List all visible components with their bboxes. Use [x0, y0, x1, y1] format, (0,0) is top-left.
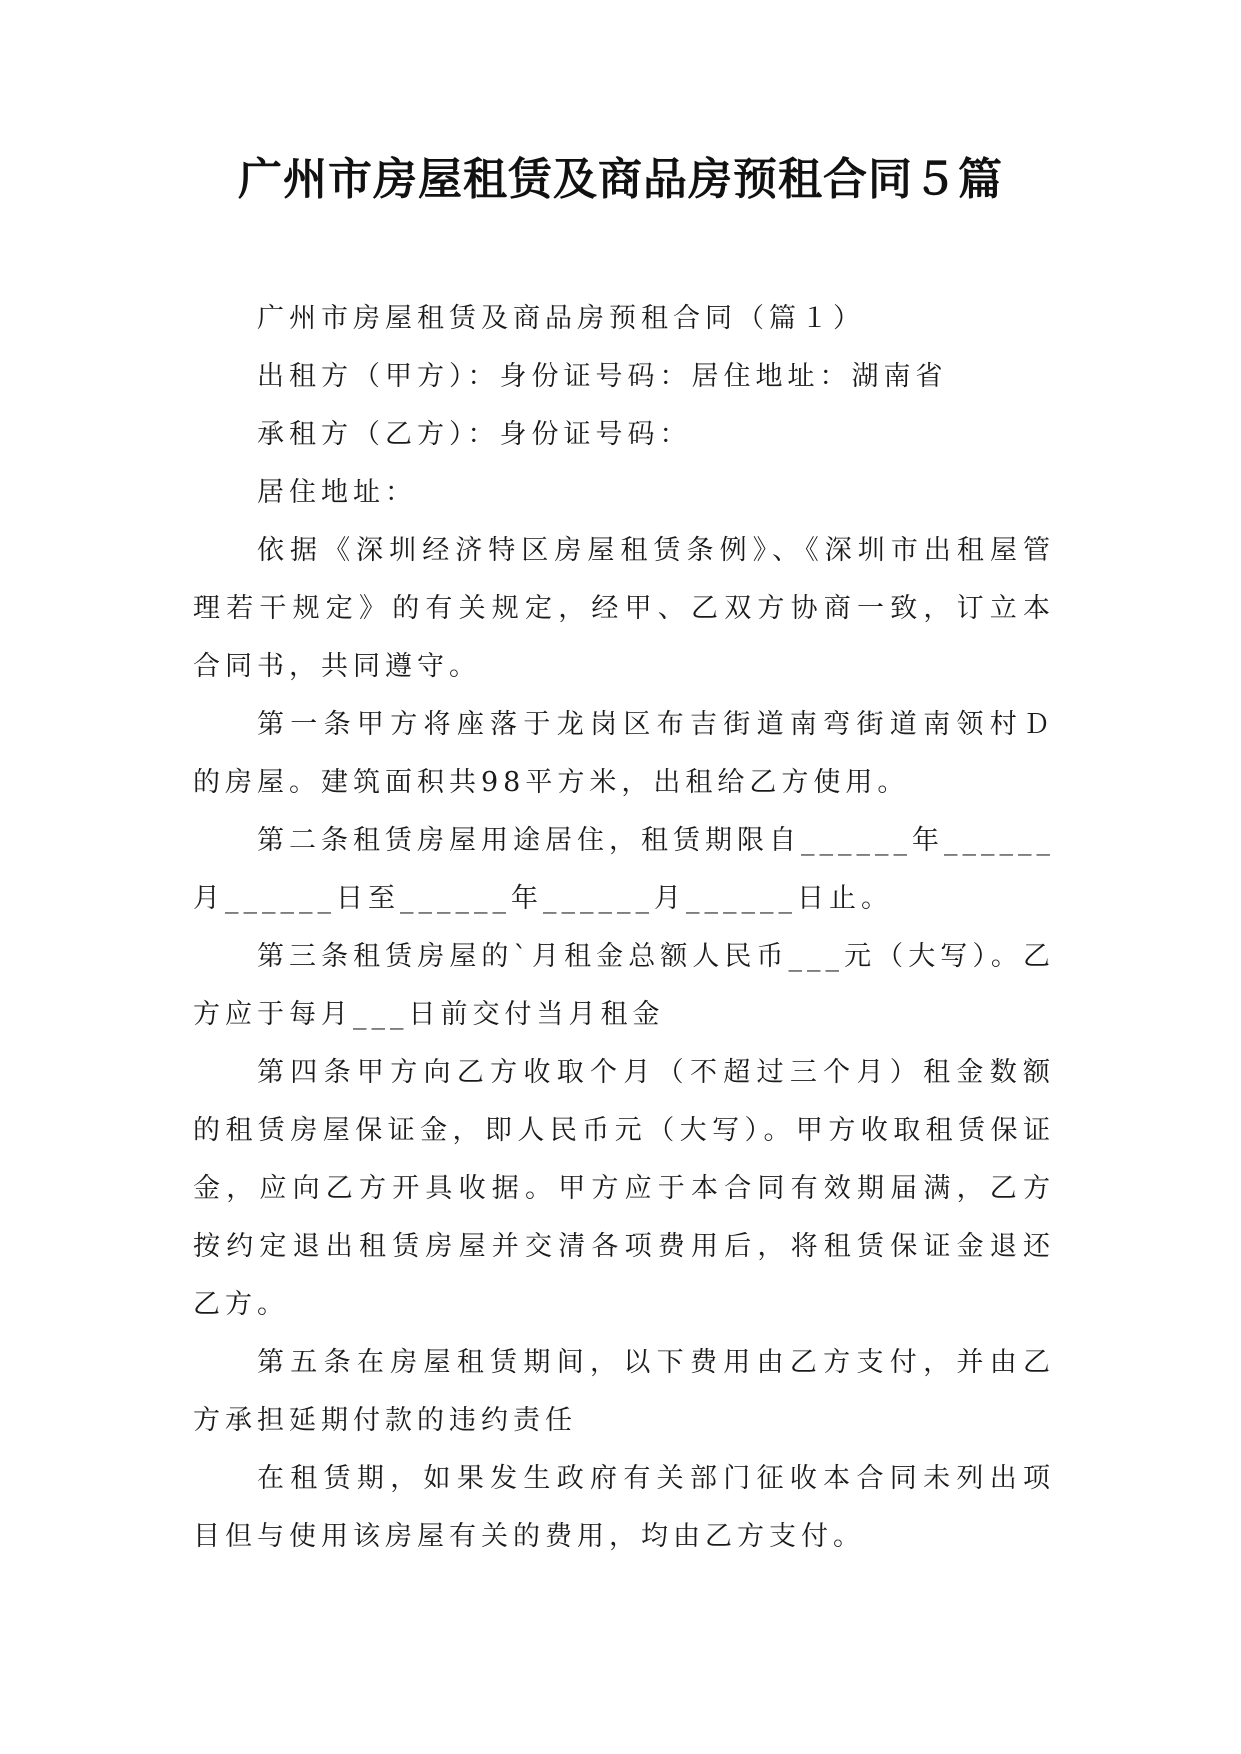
- article-5: 第五条在房屋租赁期间，以下费用由乙方支付，并由乙方承担延期付款的违约责任: [193, 1347, 1055, 1436]
- article-5-detail: 在租赁期，如果发生政府有关部门征收本合同未列出项目但与使用该房屋有关的费用，均由乙方支付。: [193, 1463, 1055, 1552]
- party-b-address: 居住地址：: [257, 477, 417, 508]
- heading-part-1: 广州市房屋租赁及商品房预租合同（篇１）: [257, 303, 865, 334]
- article-3: 第三条租赁房屋的`月租金总额人民币___元（大写）。乙方应于每月___日前交付当月租金: [193, 941, 1055, 1030]
- preamble-paragraph: 依据《深圳经济特区房屋租赁条例》、《深圳市出租屋管理若干规定》的有关规定，经甲、乙双方协商一致，订立本合同书，共同遵守。: [193, 535, 1055, 682]
- party-b-info: 承租方（乙方）：身份证号码：: [257, 419, 692, 450]
- party-a-info: 出租方（甲方）：身份证号码：居住地址：湖南省: [257, 361, 948, 392]
- article-4: 第四条甲方向乙方收取个月（不超过三个月）租金数额的租赁房屋保证金，即人民币元（大写）。甲方收取租赁保证金，应向乙方开具收据。甲方应于本合同有效期届满，乙方按约定退出租赁房屋并交清各项费用后，将租赁保证金退还乙方。: [193, 1057, 1055, 1320]
- article-1: 第一条甲方将座落于龙岗区布吉街道南弯街道南领村Ｄ的房屋。建筑面积共98平方米，出租给乙方使用。: [193, 709, 1055, 798]
- article-2: 第二条租赁房屋用途居住，租赁期限自______年______月______日至______年______月______日止。: [193, 825, 1055, 914]
- document-body: [193, 290, 1055, 1566]
- document-title: 广州市房屋租赁及商品房预租合同５篇: [238, 154, 1003, 205]
